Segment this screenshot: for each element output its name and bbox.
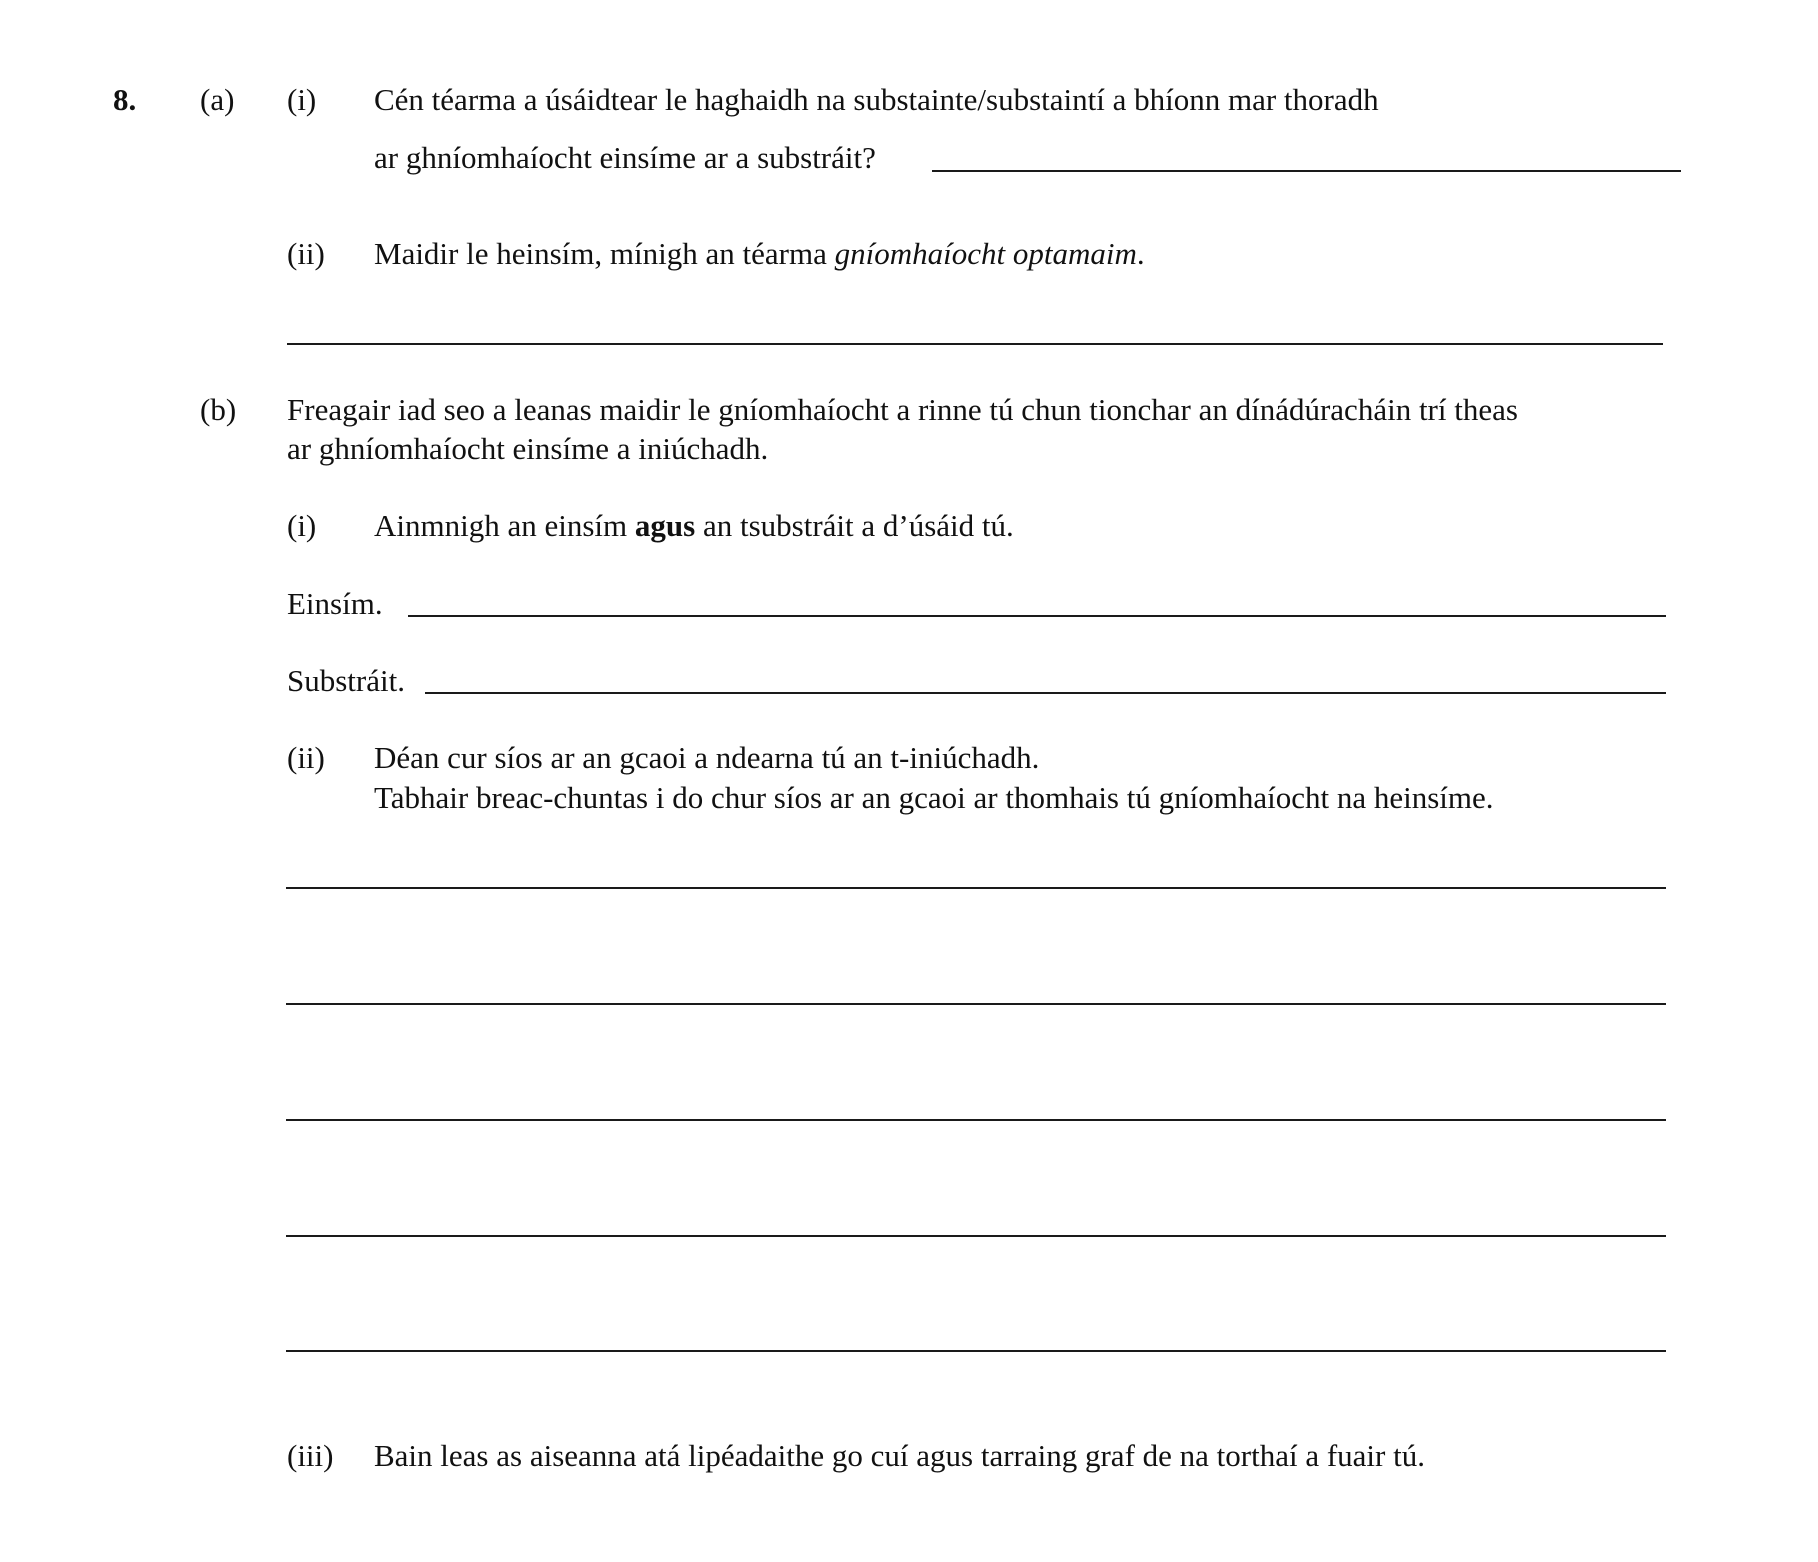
part-b-intro-line2: ar ghníomhaíocht einsíme a iniúchadh. <box>287 431 769 466</box>
part-b-ii-line2: Tabhair breac-chuntas i do chur síos ar an gcaoi ar thomhais tú gníomhaíocht na heinsíme. <box>374 780 1494 815</box>
part-b-iii-label: (iii) <box>287 1438 334 1473</box>
enzyme-label: Einsím. <box>287 586 383 621</box>
part-a-i-text-line2: ar ghníomhaíocht einsíme ar a substráit? <box>374 140 876 175</box>
part-b-iii-text: Bain leas as aiseanna atá lipéadaithe go cuí agus tarraing graf de na torthaí a fuair tú. <box>374 1438 1425 1473</box>
substrate-answer-line[interactable] <box>425 692 1666 694</box>
part-a-i-text-line1: Cén téarma a úsáidtear le haghaidh na substainte/substaintí a bhíonn mar thoradh <box>374 82 1379 117</box>
part-b-i-text <box>374 510 1014 541</box>
answer-line-a-ii[interactable] <box>287 343 1663 345</box>
answer-line-b-ii-5[interactable] <box>286 1350 1666 1352</box>
part-b-i-label: (i) <box>287 508 317 543</box>
part-a-label: (a) <box>200 82 235 117</box>
answer-line-b-ii-4[interactable] <box>286 1235 1666 1237</box>
answer-line-b-ii-3[interactable] <box>286 1119 1666 1121</box>
enzyme-answer-line[interactable] <box>408 615 1666 617</box>
part-b-ii-line1: Déan cur síos ar an gcaoi a ndearna tú an t-iniúchadh. <box>374 740 1040 775</box>
part-b-intro-line1: Freagair iad seo a leanas maidir le gníomhaíocht a rinne tú chun tionchar an dínádúracháin trí theas <box>287 392 1518 427</box>
part-a-ii-text <box>374 238 1145 269</box>
emphasis-agus: agus <box>634 508 696 543</box>
answer-line-b-ii-2[interactable] <box>286 1003 1666 1005</box>
part-b-ii-label: (ii) <box>287 740 325 775</box>
answer-line-a-i[interactable] <box>932 170 1681 172</box>
part-b-label: (b) <box>200 392 237 427</box>
term-optimum-activity: gníomhaíocht optamaim <box>834 236 1137 271</box>
substrate-label: Substráit. <box>287 663 405 698</box>
part-b-i-text-before: Ainmnigh an einsím <box>374 508 635 543</box>
question-number: 8. <box>113 82 137 117</box>
part-a-ii-text-before: Maidir le heinsím, mínigh an téarma <box>374 236 835 271</box>
part-b-i-text-after: an tsubstráit a d’úsáid tú. <box>695 508 1014 543</box>
part-a-i-label: (i) <box>287 82 317 117</box>
answer-line-b-ii-1[interactable] <box>286 887 1666 889</box>
part-a-ii-label: (ii) <box>287 236 325 271</box>
part-a-ii-text-after: . <box>1136 236 1145 271</box>
